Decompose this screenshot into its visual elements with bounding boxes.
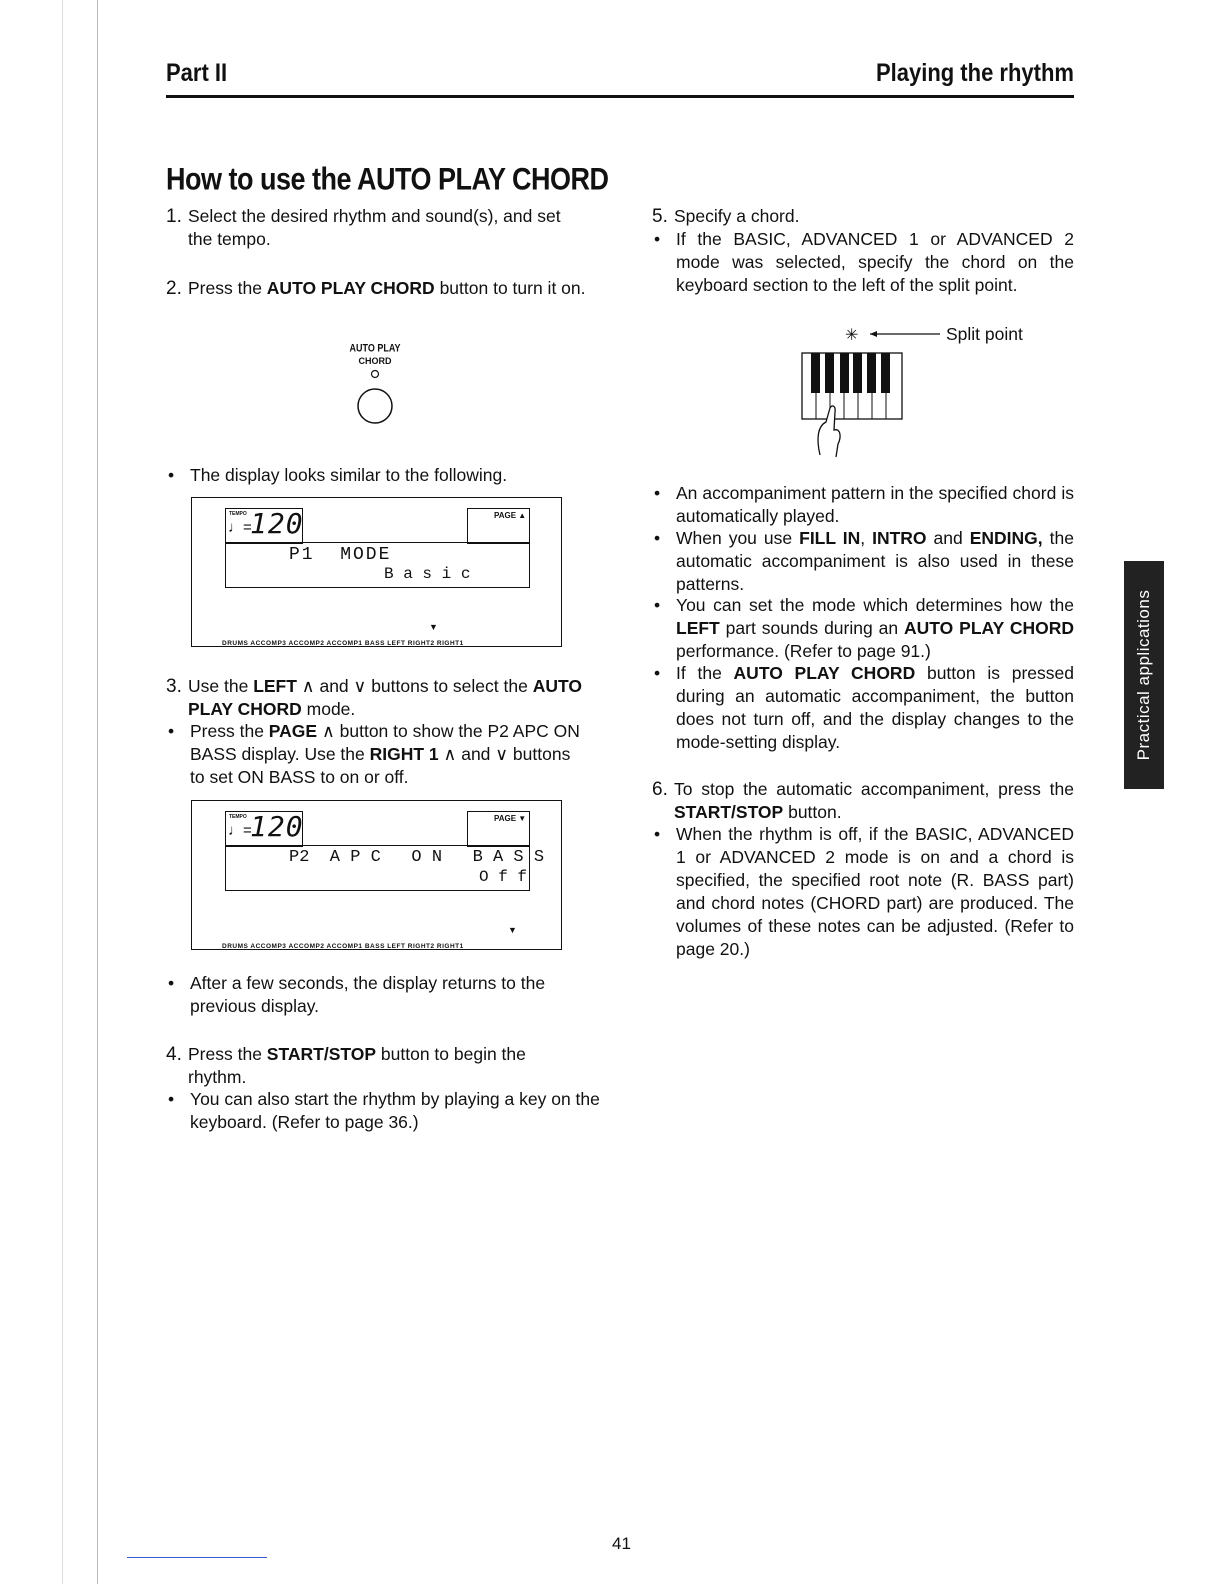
split-point-label: Split point <box>946 324 1023 344</box>
keyboard-icon <box>802 353 902 419</box>
lcd-tempo-value: 120 <box>250 810 304 843</box>
lcd-line-2: B a s i c <box>384 565 471 583</box>
step-5: 5. Specify a chord. <box>652 206 800 227</box>
bullet-key: • You can also start the rhythm by playing a key on the keyboard. (Refer to page 36.) <box>166 1088 610 1134</box>
step-6: 6. To stop the automatic accompaniment, press the START/STOP button. <box>652 779 1074 822</box>
bullet-page: • Press the PAGE ∧ button to show the P2 APC ON BASS display. Use the RIGHT 1 ∧ and ∨ buttons to set ON BASS to on or off. <box>166 720 586 789</box>
lcd-cursor-icon: ▼ <box>429 622 438 632</box>
lcd-note-icon: ♩= <box>228 519 252 536</box>
lcd-page-label: PAGE ▲ <box>494 511 527 520</box>
step-1: 1. Select the desired rhythm and sound(s), and set the tempo. <box>166 206 561 249</box>
svg-text:✳: ✳ <box>845 327 859 344</box>
step-4: 4. Press the START/STOP button to begin the rhythm. <box>166 1044 526 1087</box>
bullet-display: • The display looks similar to the following. <box>166 464 590 487</box>
step-2: 2. Press the AUTO PLAY CHORD button to turn it on. <box>166 278 586 299</box>
bullet-mode: • If the BASIC, ADVANCED 1 or ADVANCED 2 mode was selected, specify the chord on the keyboard section to the left of the split point. <box>652 228 1074 297</box>
lcd-display-mode <box>191 497 562 647</box>
bullet-fill-in: • When you use FILL IN, INTRO and ENDING, the automatic accompaniment is also used in these patterns. <box>652 527 1074 596</box>
lcd-page-label: PAGE ▼ <box>494 814 527 823</box>
lcd-cursor-icon: ▼ <box>508 925 517 935</box>
button-label-1: AUTO PLAY <box>349 342 401 354</box>
lcd-tempo-value: 120 <box>250 507 304 540</box>
lcd-line-1: P2 A P C O N B A S S <box>289 848 545 867</box>
button-label-2: CHORD <box>358 356 392 366</box>
bullet-left-mode: • You can set the mode which determines how the LEFT part sounds during an AUTO PLAY CHORD performance. (Refer to page 91.) <box>652 594 1074 663</box>
header-rule <box>166 95 1074 98</box>
footer-rule <box>127 1557 267 1558</box>
header-section: Playing the rhythm <box>875 58 1074 87</box>
lcd-line-2: O f f <box>479 868 528 886</box>
bullet-after: • After a few seconds, the display returns to the previous display. <box>166 972 610 1018</box>
lcd-note-icon: ♩= <box>228 822 252 839</box>
auto-play-chord-button-icon <box>330 366 420 426</box>
left-margin-line <box>62 0 63 1584</box>
header-part: Part II <box>166 58 228 87</box>
lcd-footer: DRUMS ACCOMP3 ACCOMP2 ACCOMP1 BASS LEFT RIGHT2 RIGHT1 <box>222 640 464 647</box>
lcd-display-apc <box>191 800 562 950</box>
side-tab-label: Practical applications <box>1134 589 1153 761</box>
lcd-footer: DRUMS ACCOMP3 ACCOMP2 ACCOMP1 BASS LEFT RIGHT2 RIGHT1 <box>222 943 464 950</box>
bullet-pattern: • An accompaniment pattern in the specified chord is automatically played. <box>652 482 1074 528</box>
bullet-auto-play-pressed: • If the AUTO PLAY CHORD button is pressed during an automatic accompaniment, the button does not turn off, and the display changes to the mode-setting display. <box>652 662 1074 754</box>
bullet-rhythm-off: • When the rhythm is off, if the BASIC, ADVANCED 1 or ADVANCED 2 mode is on and a chord is specified, the specified root note (R. BASS part) and chord notes (CHORD part) are produced. The volumes of these notes can be adjusted. (Refer to page 20.) <box>652 823 1074 961</box>
lcd-line-1: P1 MODE <box>289 545 392 565</box>
step-3: 3. Use the LEFT ∧ and ∨ buttons to select the AUTO PLAY CHORD mode. <box>166 676 582 719</box>
left-border-line <box>97 0 98 1584</box>
lcd-tempo-label: TEMPO <box>229 814 247 820</box>
side-tab <box>1124 561 1164 789</box>
page-title: How to use the AUTO PLAY CHORD <box>166 162 609 197</box>
page-number: 41 <box>612 1534 631 1553</box>
auto-play-chord-figure <box>330 343 420 433</box>
split-marker-icon <box>845 327 940 344</box>
lcd-tempo-label: TEMPO <box>229 511 247 517</box>
